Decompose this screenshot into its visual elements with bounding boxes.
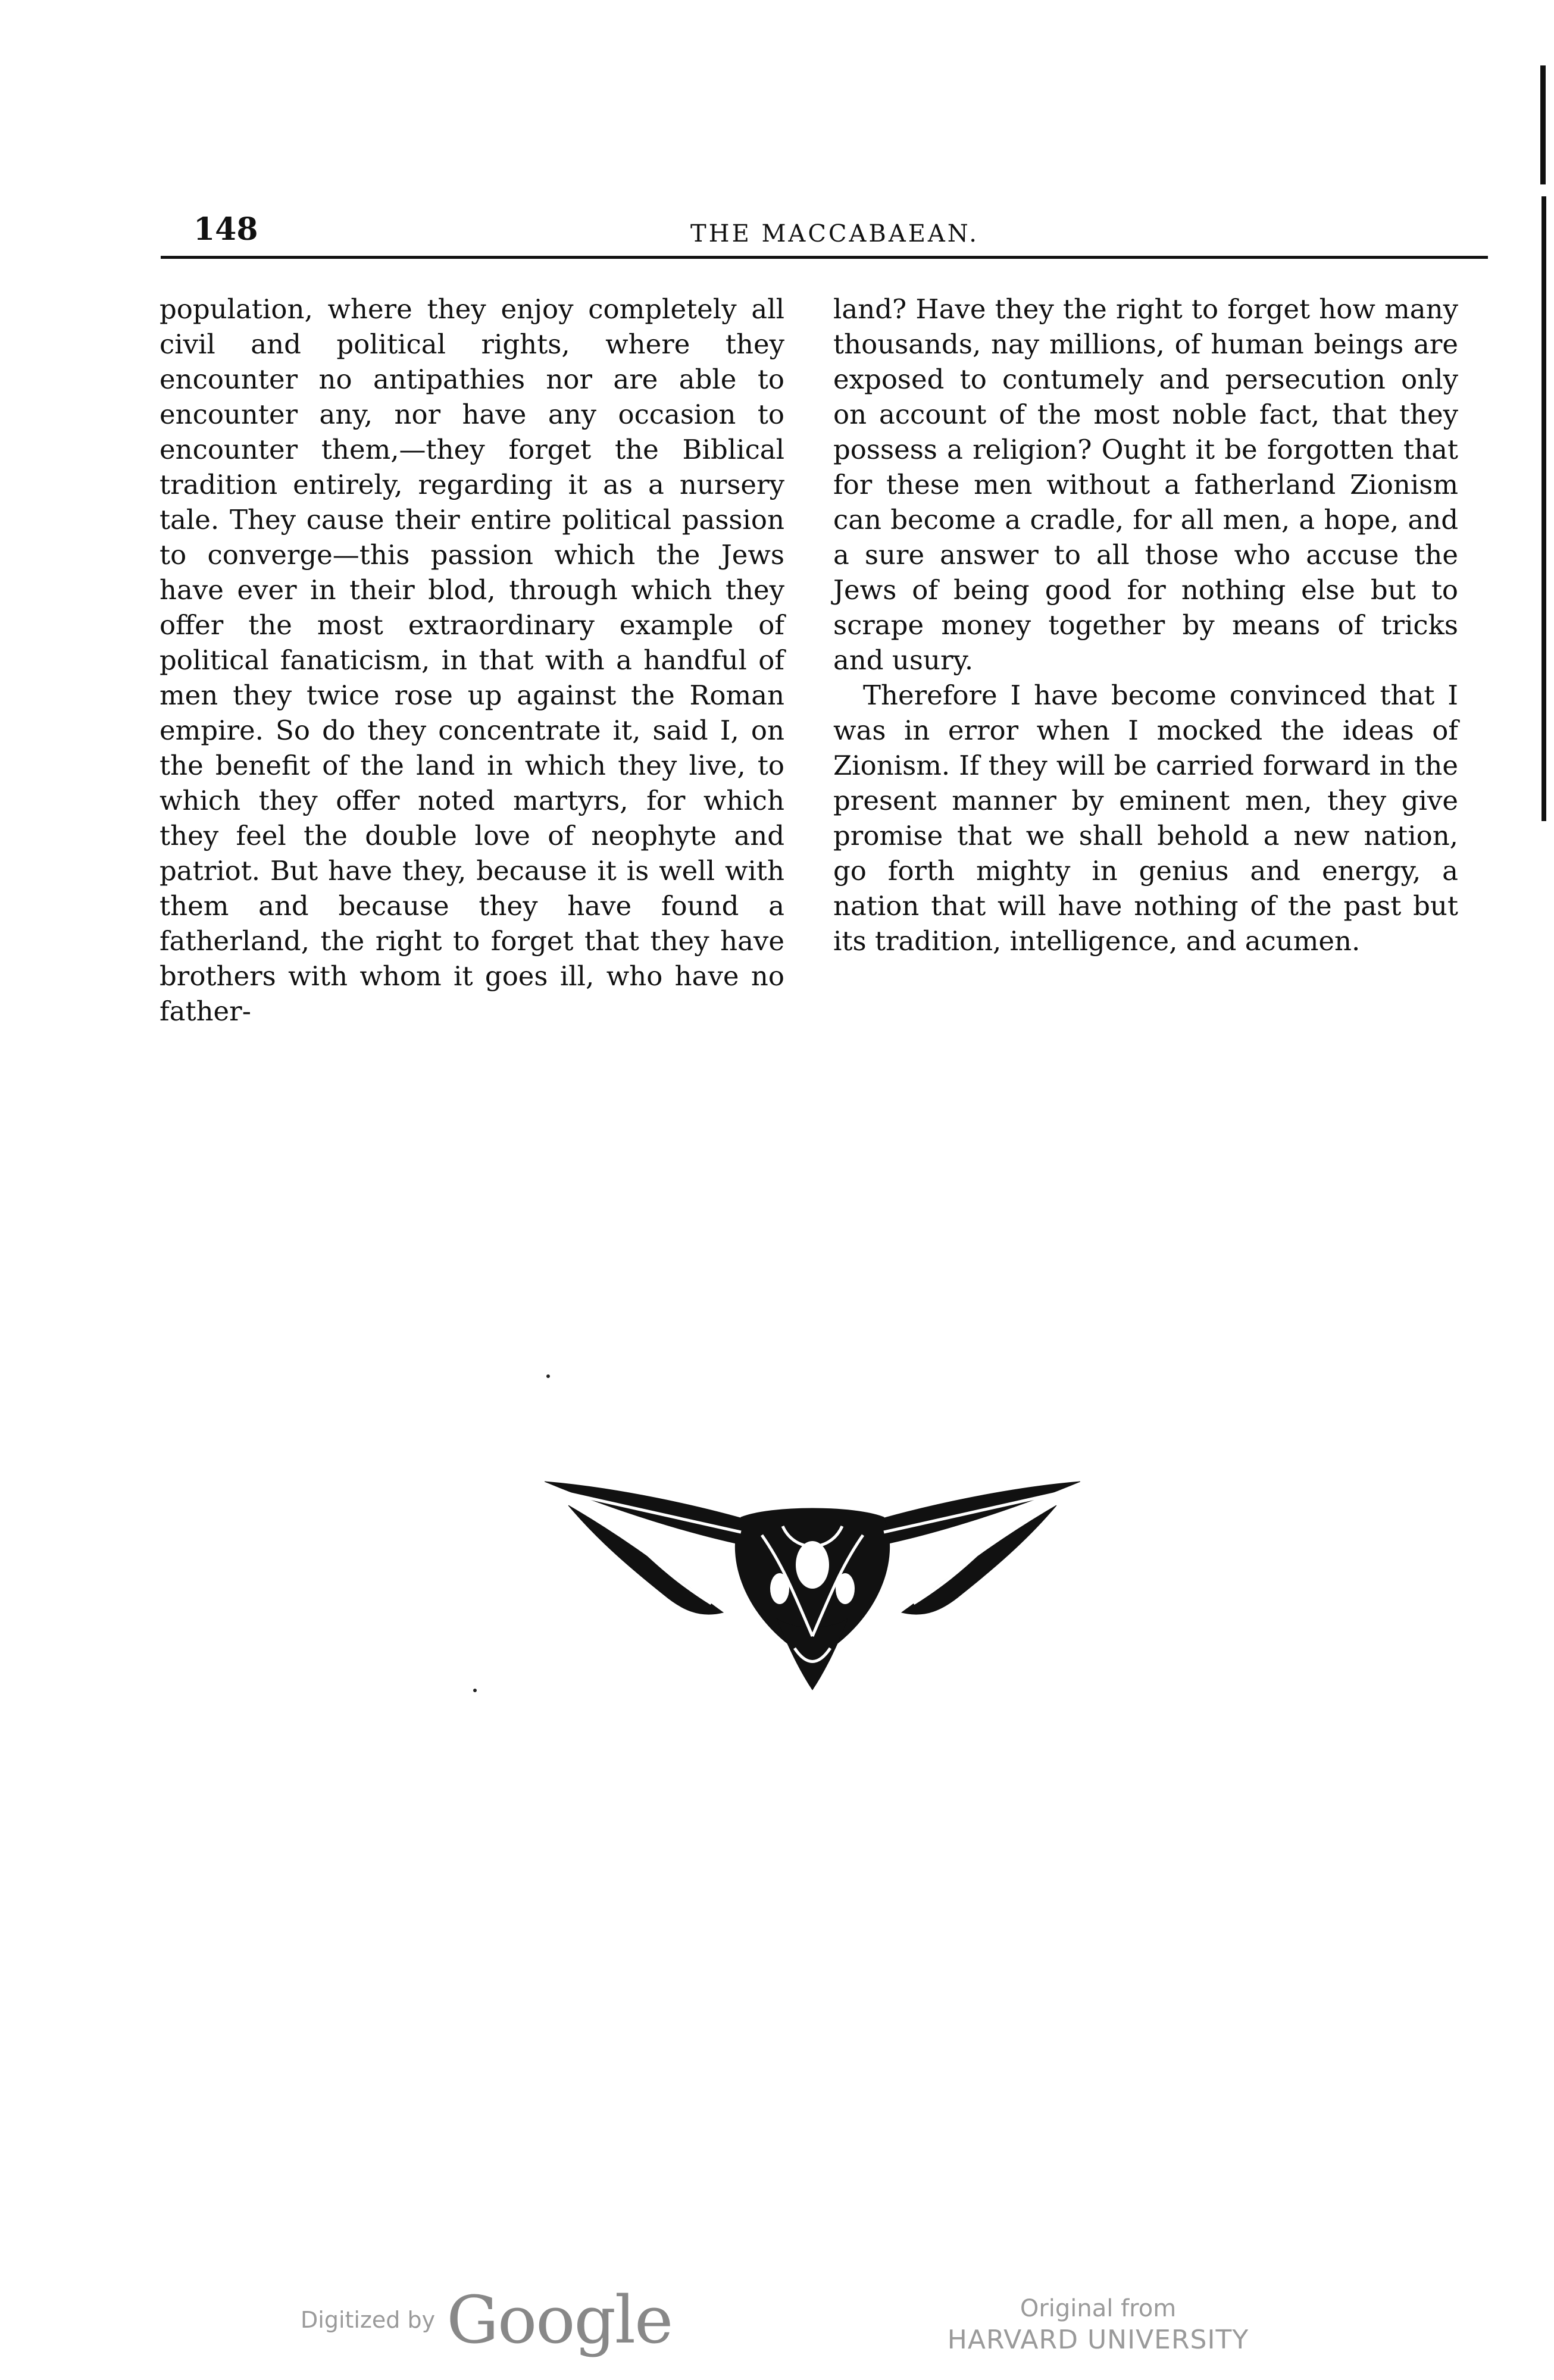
running-head: THE MACCABAEAN.: [690, 220, 979, 248]
right-column: [833, 292, 1458, 959]
scan-speck: [473, 1689, 477, 1692]
digitized-by-watermark: [301, 2282, 672, 2359]
header-rule: [161, 256, 1488, 259]
original-from-watermark: [943, 2294, 1253, 2357]
body-paragraph: population, where they enjoy completely all civil and political rights, where they encounter no antipathies nor are able to encounter any, nor have any occasion to encounter them,—they forget the Biblical tradition entirely, regarding it as a nursery tale. They cause their entire political passion to converge—this passion which the Jews have ever in their blod, through which they offer the most extraordinary example of political fanaticism, in that with a handful of men they twice rose up against the Roman empire. So do they concentrate it, said I, on the benefit of the land in which they live, to which they offer noted martyrs, for which they feel the double love of neophyte and patriot. But have they, because it is well with them and because they have found a fatherland, the right to forget that they have brothers with whom it goes ill, who have no father-: [160, 293, 784, 1027]
digitized-by-label: Digitized by: [301, 2307, 436, 2333]
page-number: 148: [193, 211, 258, 248]
left-column: [160, 292, 784, 1029]
page-header: [161, 211, 1488, 256]
tailpiece-ornament-icon: [545, 1470, 1080, 1696]
body-paragraph: Therefore I have become convinced that I was in error when I mocked the ideas of Zionism. If they will be carried forward in the present manner by eminent men, they give promise that we shall behold a new nation, go forth mighty in genius and energy, a nation that will have nothing of the past but its tradition, intelligence, and acumen.: [833, 679, 1458, 957]
google-logo: Google: [446, 2282, 673, 2358]
institution-name: HARVARD UNIVERSITY: [947, 2325, 1249, 2355]
scan-speck: [546, 1374, 550, 1378]
original-from-label: Original from: [1020, 2295, 1177, 2322]
page-edge-mark: [1540, 65, 1546, 184]
body-paragraph: land? Have they the right to forget how many thousands, nay millions, of human beings are exposed to contumely and persecution only on account of the most noble fact, that they possess a religion? Ought it be forgotten that for these men without a fatherland Zionism can become a cradle, for all men, a hope, and a sure answer to all those who accuse the Jews of being good for nothing else but to scrape money together by means of tricks and usury.: [833, 293, 1458, 676]
page-edge-mark: [1542, 196, 1546, 821]
